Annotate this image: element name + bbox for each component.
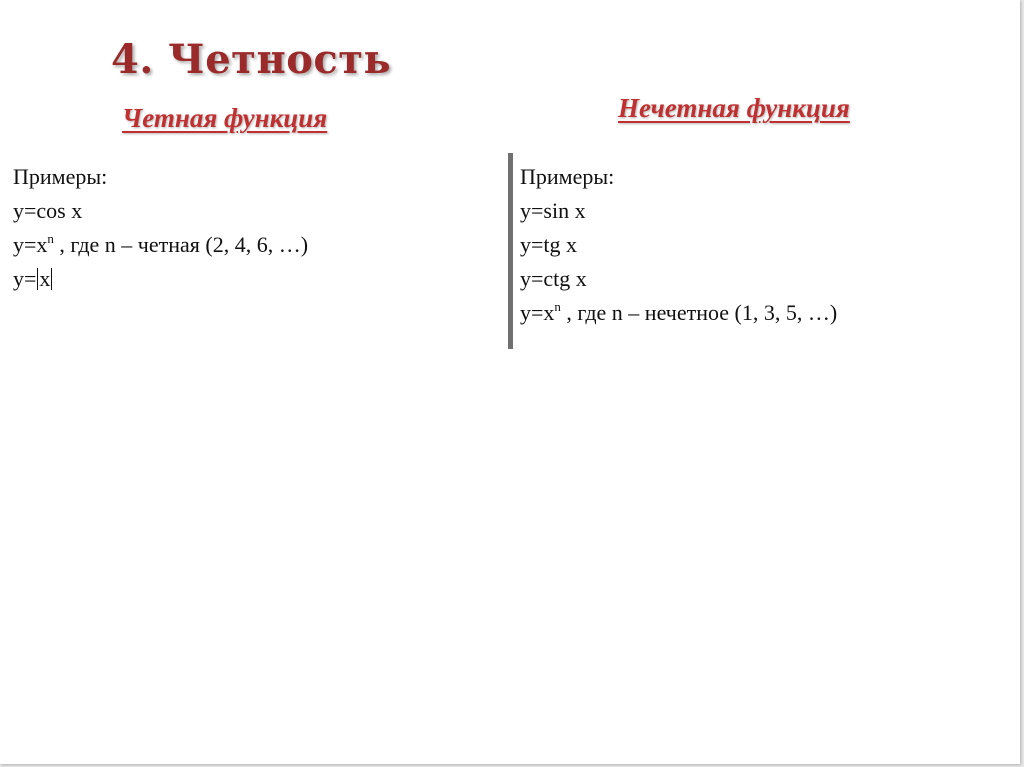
even-examples-label: Примеры:: [13, 164, 108, 189]
odd-power-exponent: n: [554, 299, 561, 314]
slide-title: 4. Четность: [111, 36, 392, 83]
abs-bar-right: [51, 268, 52, 290]
even-power-base: y=x: [13, 232, 48, 257]
even-examples: [13, 160, 308, 296]
odd-example-tg: y=tg x: [520, 232, 578, 257]
even-power-exponent: n: [47, 231, 54, 246]
even-abs-prefix: y=: [13, 266, 37, 291]
odd-power-condition: , где n – нечетное (1, 3, 5, …): [560, 300, 838, 325]
odd-examples: [520, 160, 837, 330]
column-divider: [508, 153, 513, 349]
even-example-cos: y=cos x: [13, 198, 83, 223]
odd-function-heading: Нечетная функция: [618, 93, 850, 123]
even-example-abs: [13, 262, 308, 296]
odd-example-sin: y=sin x: [520, 198, 586, 223]
even-example-power: [13, 228, 308, 262]
even-abs-inner: x: [39, 266, 51, 291]
even-function-heading: Четная функция: [122, 103, 328, 133]
odd-example-ctg: y=ctg x: [520, 266, 587, 291]
even-power-condition: , где n – четная (2, 4, 6, …): [53, 232, 309, 257]
odd-power-base: y=x: [520, 300, 555, 325]
odd-examples-label: Примеры:: [520, 164, 615, 189]
odd-example-power: [520, 296, 837, 330]
